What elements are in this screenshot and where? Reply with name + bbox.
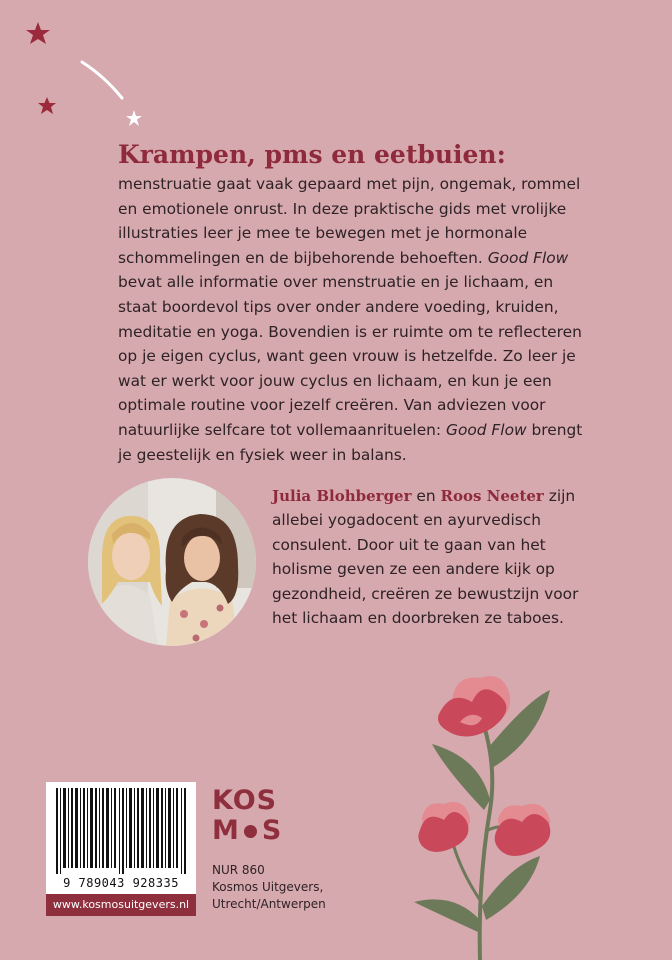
- blurb-text: [118, 172, 588, 467]
- book-title: Good Flow: [446, 420, 527, 439]
- author-bio: [272, 484, 592, 630]
- star-icon: [38, 97, 56, 114]
- logo-line: [212, 816, 282, 846]
- logo-dot-icon: [244, 825, 257, 838]
- barcode-bars: [54, 788, 188, 874]
- leaf-icon: [482, 856, 540, 920]
- flower-icon: [438, 676, 510, 736]
- star-icon: [126, 110, 142, 126]
- logo-text: KOS: [212, 785, 278, 816]
- publisher-website[interactable]: www.kosmosuitgevers.nl: [46, 894, 196, 916]
- publisher-logo: [212, 786, 282, 846]
- blurb-part: bevat alle informatie over menstruatie en je lichaam, en staat boordevol tips over onder andere voeding, kruiden, meditatie en yoga. Bovendien is er ruimte om te reflecteren op je eigen cyclus, want geen vrouw is hetzelfde. Zo leer je wat er werkt voor jouw cyclus en lichaam, en kun je een optimale routine voor jezelf creëren. Van adviezen voor natuurlijke selfcare tot vollemaanrituelen:: [118, 273, 582, 439]
- author-bio-text: zijn allebei yogadocent en ayurvedisch consulent. Door uit te gaan van het holisme geven ze een andere kijk op gezondheid, creëren ze bewustzijn voor het lichaam en doorbreken ze taboes.: [272, 487, 579, 628]
- comet-trail-icon: [82, 62, 122, 98]
- star-decoration: [0, 0, 200, 140]
- logo-text: M: [212, 815, 240, 846]
- logo-text: S: [261, 815, 283, 846]
- author-photo: [88, 478, 256, 646]
- publisher-name: Kosmos Uitgevers,: [212, 880, 324, 894]
- author-name: Roos Neeter: [440, 487, 544, 505]
- flower-icon: [418, 802, 470, 852]
- leaf-icon: [414, 899, 480, 932]
- star-icon: [26, 22, 50, 44]
- logo-line: [212, 786, 282, 816]
- isbn-number: 9 789043 928335: [63, 876, 179, 890]
- conjunction: en: [411, 487, 441, 505]
- author-name: Julia Blohberger: [272, 487, 412, 505]
- blurb-part: menstruatie gaat vaak gepaard met pijn, ongemak, rommel en emotionele onrust. In deze praktische gids met vrolijke illustraties leer je mee te bewegen met je hormonale schommelingen en de bijbehorende behoeften.: [118, 175, 581, 267]
- barcode: [46, 782, 196, 894]
- publisher-location: Utrecht/Antwerpen: [212, 897, 326, 911]
- publisher-info: [212, 862, 326, 913]
- headline: Krampen, pms en eetbuien:: [118, 140, 506, 169]
- blurb-part: brengt je geestelijk en fysiek weer in balans.: [118, 420, 583, 464]
- nur-code: NUR 860: [212, 863, 265, 877]
- leaf-icon: [432, 744, 490, 810]
- book-title: Good Flow: [487, 248, 569, 267]
- flower-icon: [495, 804, 551, 856]
- flower-illustration: [360, 660, 672, 960]
